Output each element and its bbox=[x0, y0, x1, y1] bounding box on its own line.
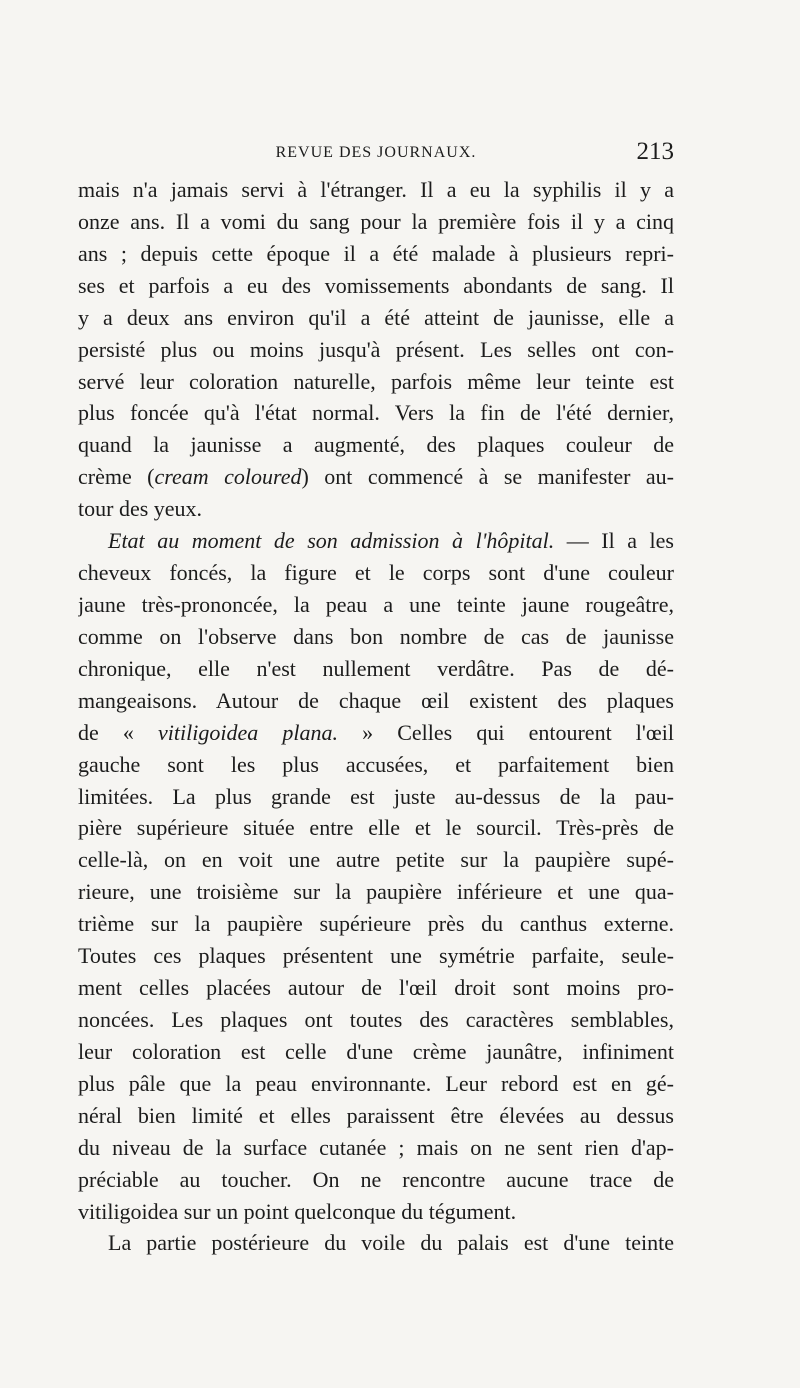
text-run: — Il a les bbox=[554, 528, 674, 554]
text-line: La partie postérieure du voile du palais est d'une teinte bbox=[108, 1230, 674, 1256]
body-text bbox=[78, 174, 674, 1259]
text-line: noncées. Les plaques ont toutes des caractères semblables, bbox=[78, 1006, 674, 1032]
text-line: néral bien limité et elles paraissent être élevées au dessus bbox=[78, 1102, 674, 1128]
text-line: gauche sont les plus accusées, et parfaitement bien bbox=[78, 751, 674, 777]
text-line: ans ; depuis cette époque il a été malade à plusieurs repri- bbox=[78, 240, 674, 266]
italic-heading: Etat au moment de son admission à l'hôpital. bbox=[108, 528, 555, 554]
text-run: » Celles qui entourent l'œil bbox=[337, 719, 674, 745]
text-line: persisté plus ou moins jusqu'à présent. Les selles ont con- bbox=[78, 336, 674, 362]
text-line: Toutes ces plaques présentent une symétrie parfaite, seule- bbox=[78, 943, 674, 969]
text-line: chronique, elle n'est nullement verdâtre. Pas de dé- bbox=[78, 655, 674, 681]
text-line: quand la jaunisse a augmenté, des plaques couleur de bbox=[78, 432, 674, 458]
text-line: jaune très-prononcée, la peau a une teinte jaune rougeâtre, bbox=[78, 591, 674, 617]
text-line: cheveux foncés, la figure et le corps sont d'une couleur bbox=[78, 560, 674, 586]
text-line: mais n'a jamais servi à l'étranger. Il a eu la syphilis il y a bbox=[78, 177, 674, 202]
text-line: comme on l'observe dans bon nombre de cas de jaunisse bbox=[78, 623, 674, 649]
text-line: tour des yeux. bbox=[78, 496, 203, 522]
text-line bbox=[78, 525, 674, 557]
page-number: 213 bbox=[636, 138, 674, 165]
running-title: REVUE DES JOURNAUX. bbox=[275, 144, 477, 161]
text-line: servé leur coloration naturelle, parfois même leur teinte est bbox=[78, 368, 674, 394]
italic-phrase: vitiligoidea plana. bbox=[158, 719, 338, 745]
text-line: plus foncée qu'à l'état normal. Vers la fin de l'été dernier, bbox=[78, 400, 674, 426]
text-line: leur coloration est celle d'une crème jaunâtre, infiniment bbox=[78, 1038, 674, 1064]
text-run: crème ( bbox=[78, 464, 155, 490]
text-line: plus pâle que la peau environnante. Leur rebord est en gé- bbox=[78, 1070, 674, 1096]
text-line: trième sur la paupière supérieure près du canthus externe. bbox=[78, 911, 674, 937]
text-line bbox=[78, 717, 674, 749]
running-header bbox=[78, 138, 674, 168]
text-line: mangeaisons. Autour de chaque œil existent des plaques bbox=[78, 687, 674, 713]
text-line: celle-là, on en voit une autre petite sur la paupière supé- bbox=[78, 847, 674, 873]
text-line: onze ans. Il a vomi du sang pour la première fois il y a cinq bbox=[78, 208, 674, 234]
text-line: ses et parfois a eu des vomissements abondants de sang. Il bbox=[78, 272, 674, 298]
text-line: rieure, une troisième sur la paupière inférieure et une qua- bbox=[78, 879, 674, 905]
text-line: limitées. La plus grande est juste au-dessus de la pau- bbox=[78, 783, 674, 809]
text-line: pière supérieure située entre elle et le sourcil. Très-près de bbox=[78, 815, 674, 841]
text-line: vitiligoidea sur un point quelconque du tégument. bbox=[78, 1198, 517, 1224]
text-run: ) ont commencé à se manifester au- bbox=[301, 464, 674, 490]
text-line: préciable au toucher. On ne rencontre aucune trace de bbox=[78, 1166, 674, 1192]
text-line: ment celles placées autour de l'œil droit sont moins pro- bbox=[78, 975, 674, 1001]
italic-phrase: cream coloured bbox=[154, 464, 302, 490]
text-line: y a deux ans environ qu'il a été atteint de jaunisse, elle a bbox=[78, 304, 674, 330]
text-line bbox=[78, 461, 674, 493]
text-run: de « bbox=[78, 719, 159, 745]
text-line: du niveau de la surface cutanée ; mais on ne sent rien d'ap- bbox=[78, 1134, 674, 1160]
